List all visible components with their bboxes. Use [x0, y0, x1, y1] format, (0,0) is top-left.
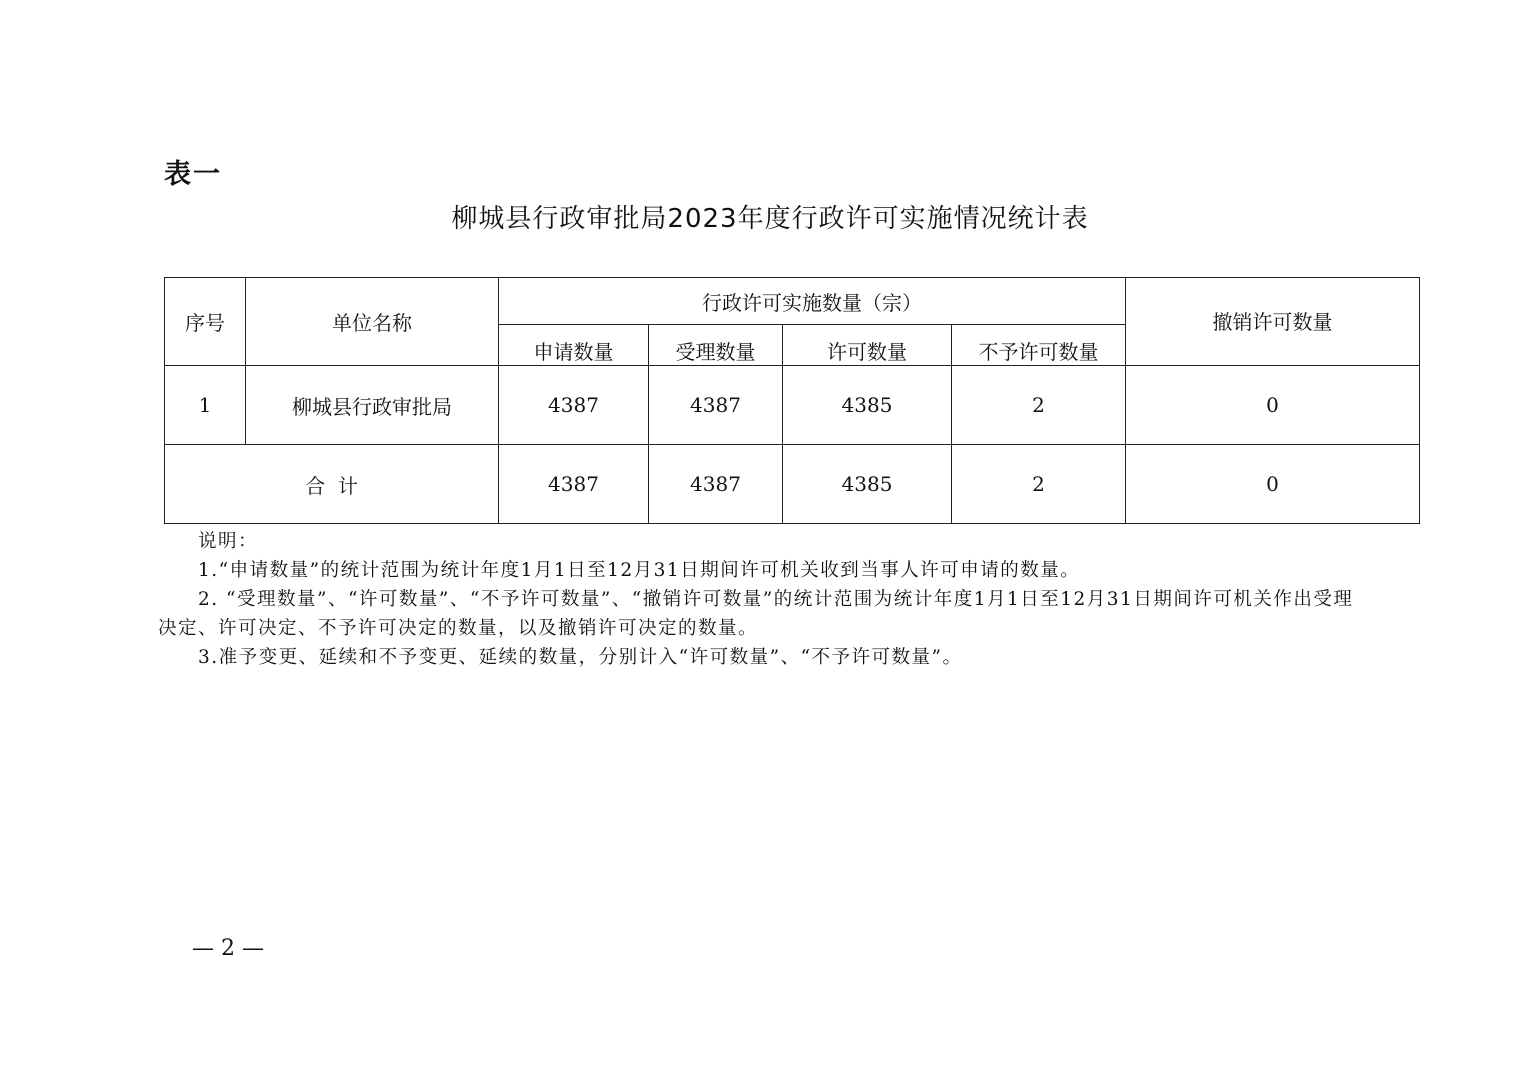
note-item-1: 1.“申请数量”的统计范围为统计年度1月1日至12月31日期间许可机关收到当事人许可申请的数量。	[198, 560, 1081, 581]
document-label: 表一	[164, 159, 222, 190]
total-accepted: 4387	[649, 445, 783, 524]
header-permitted: 许可数量	[783, 325, 952, 366]
cell-unit: 柳城县行政审批局	[246, 366, 499, 445]
cell-seq: 1	[165, 366, 246, 445]
header-seq: 序号	[165, 278, 246, 366]
total-denied: 2	[952, 445, 1126, 524]
notes	[158, 527, 1358, 672]
cell-revoked: 0	[1126, 366, 1420, 445]
page-title: 柳城县行政审批局2023年度行政许可实施情况统计表	[451, 204, 1089, 234]
cell-permitted: 4385	[783, 366, 952, 445]
table-row	[165, 366, 1420, 445]
header-unit: 单位名称	[246, 278, 499, 366]
note-item-3: 3.准予变更、延续和不予变更、延续的数量，分别计入“许可数量”、“不予许可数量”。	[198, 647, 963, 668]
header-denied: 不予许可数量	[952, 325, 1126, 366]
total-permitted: 4385	[783, 445, 952, 524]
page-number: — 2 —	[192, 936, 264, 961]
statistics-table	[164, 277, 1420, 524]
cell-denied: 2	[952, 366, 1126, 445]
cell-accepted: 4387	[649, 366, 783, 445]
header-row	[165, 278, 1420, 325]
header-accepted: 受理数量	[649, 325, 783, 366]
header-group: 行政许可实施数量（宗）	[499, 278, 1126, 325]
total-label: 合 计	[165, 445, 499, 524]
note-item-2: 2. “受理数量”、“许可数量”、“不予许可数量”、“撤销许可数量”的统计范围为统计年度1月1日至12月31日期间许可机关作出受理决定、许可决定、不予许可决定的数量，以及撤销许可决定的数量。	[158, 589, 1354, 639]
header-revoked-text: 撤销许可数量	[1212, 309, 1333, 334]
header-applied: 申请数量	[499, 325, 649, 366]
total-applied: 4387	[499, 445, 649, 524]
header-revoked	[1126, 278, 1420, 366]
cell-applied: 4387	[499, 366, 649, 445]
total-revoked: 0	[1126, 445, 1420, 524]
notes-heading: 说明：	[198, 531, 259, 552]
total-row	[165, 445, 1420, 524]
